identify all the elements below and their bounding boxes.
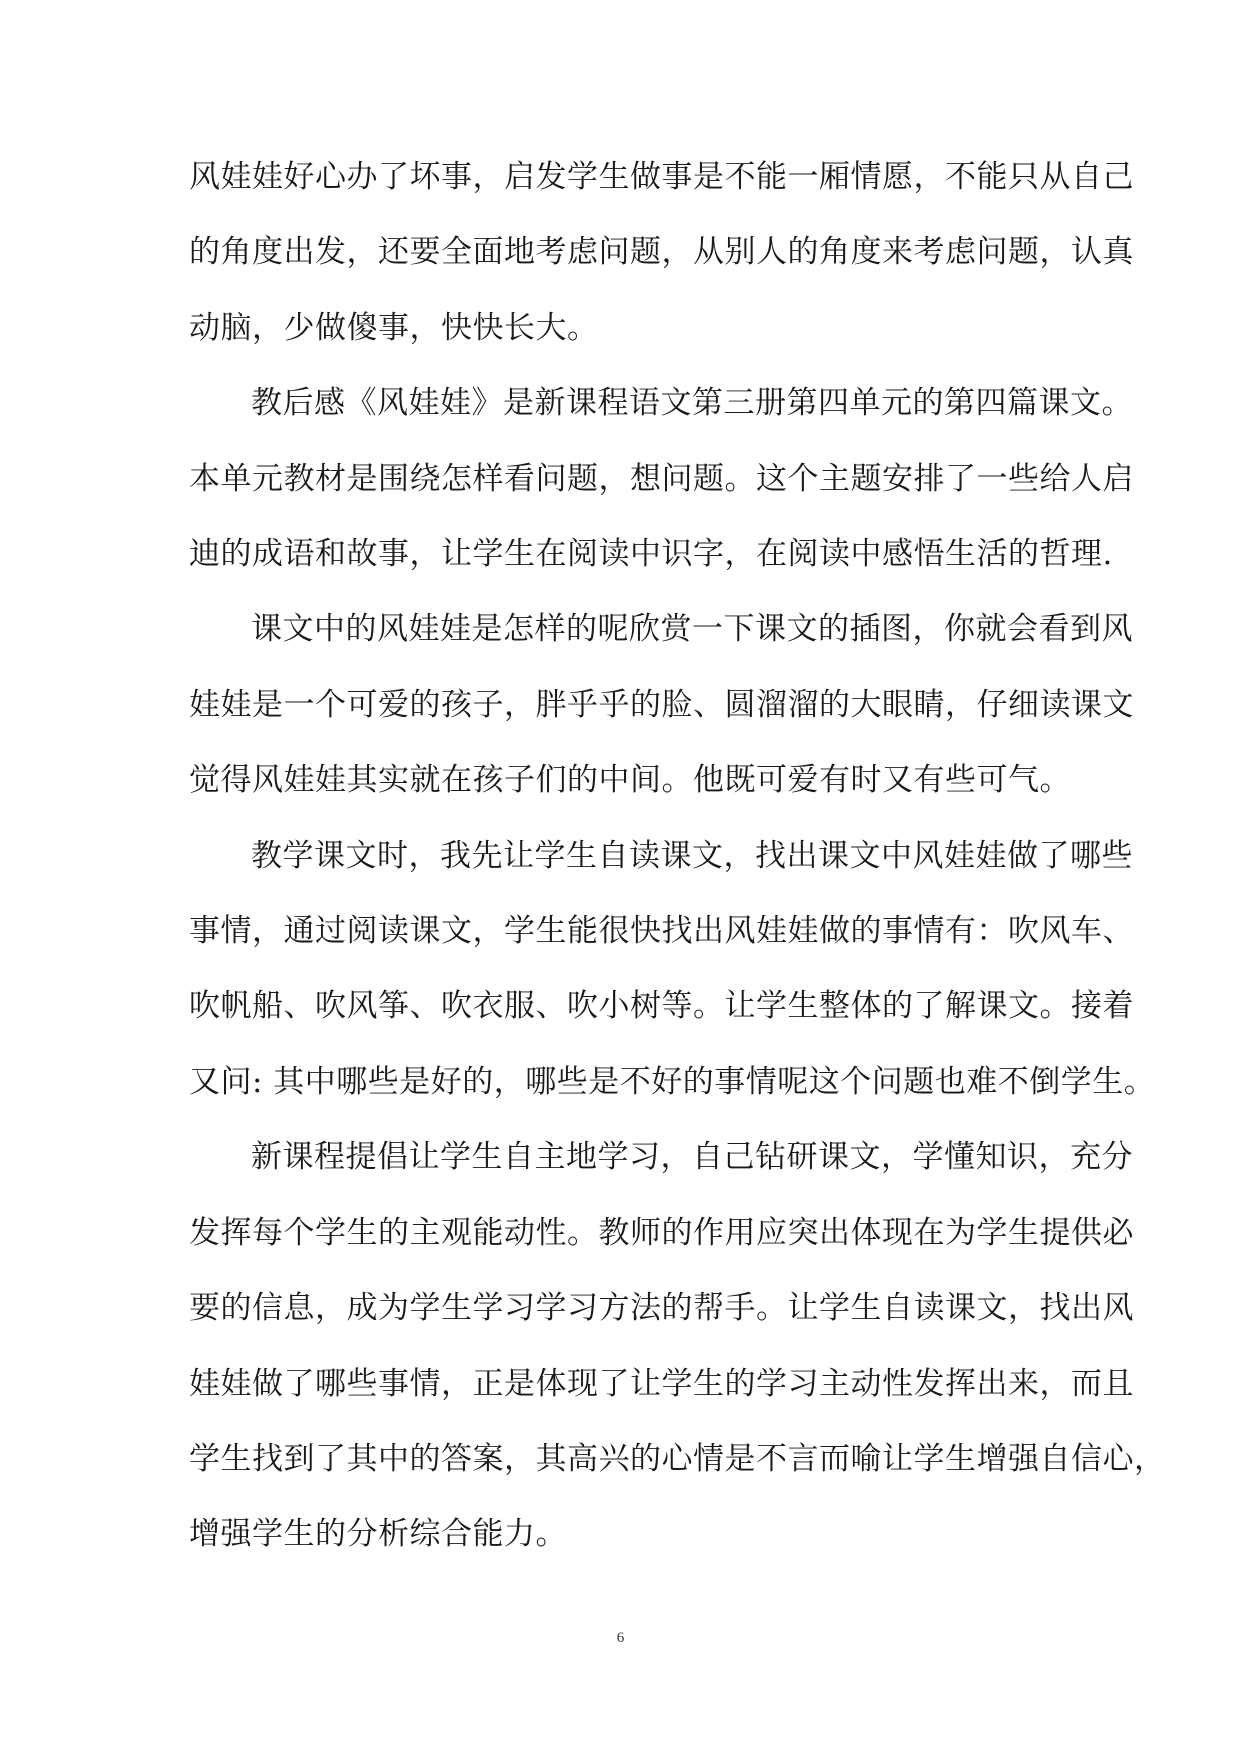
text-line: 发挥每个学生的主观能动性。教师的作用应突出体现在为学生提供必 [189,1214,1134,1251]
text-line: 教学课文时，我先让学生自读课文，找出课文中风娃娃做了哪些 [251,837,1133,874]
page-number: 6 [616,1630,625,1646]
paragraph-4 [189,819,1156,1121]
body-text [189,140,1166,1573]
text-line: 课文中的风娃娃是怎样的呢欣赏一下课文的插图，你就会看到风 [251,611,1133,648]
text-line: 风娃娃好心办了坏事，启发学生做事是不能一厢情愿，不能只从自己 [189,159,1134,195]
text-line: 新课程提倡让学生自主地学习，自己钻研课文，学懂知识，充分 [251,1139,1133,1176]
text-line: 增强学生的分析综合能力。 [189,1516,567,1553]
paragraph-1 [189,140,1134,366]
text-line: 的角度出发，还要全面地考虑问题，从别人的角度来考虑问题，认真 [189,234,1134,271]
text-line: 要的信息，成为学生学习学习方法的帮手。让学生自读课文，找出风 [189,1290,1134,1327]
text-line: 本单元教材是围绕怎样看问题，想问题。这个主题安排了一些给人启 [189,460,1134,497]
text-line: 吹帆船、吹风筝、吹衣服、吹小树等。让学生整体的了解课文。接着 [189,988,1134,1025]
paragraph-2 [189,366,1134,592]
text-line: 娃娃是一个可爱的孩子，胖乎乎的脸、圆溜溜的大眼睛，仔细读课文 [189,686,1134,723]
text-line: 事情，通过阅读课文，学生能很快找出风娃娃做的事情有：吹风车、 [189,913,1134,950]
paragraph-3 [189,592,1134,818]
text-line: 觉得风娃娃其实就在孩子们的中间。他既可爱有时又有些可气。 [189,762,1071,799]
text-line: 学生找到了其中的答案，其高兴的心情是不言而喻让学生增强自信心， [189,1440,1166,1477]
text-line: 又问: 其中哪些是好的，哪些是不好的事情呢这个问题也难不倒学生。 [189,1063,1156,1100]
text-line: 娃娃做了哪些事情，正是体现了让学生的学习主动性发挥出来，而且 [189,1365,1134,1402]
text-line: 动脑，少做傻事，快快长大。 [189,309,599,346]
paragraph-5 [189,1120,1166,1572]
text-line: 迪的成语和故事，让学生在阅读中识字，在阅读中感悟生活的哲理. [189,536,1113,573]
text-line: 教后感《风娃娃》是新课程语文第三册第四单元的第四篇课文。 [251,385,1133,422]
